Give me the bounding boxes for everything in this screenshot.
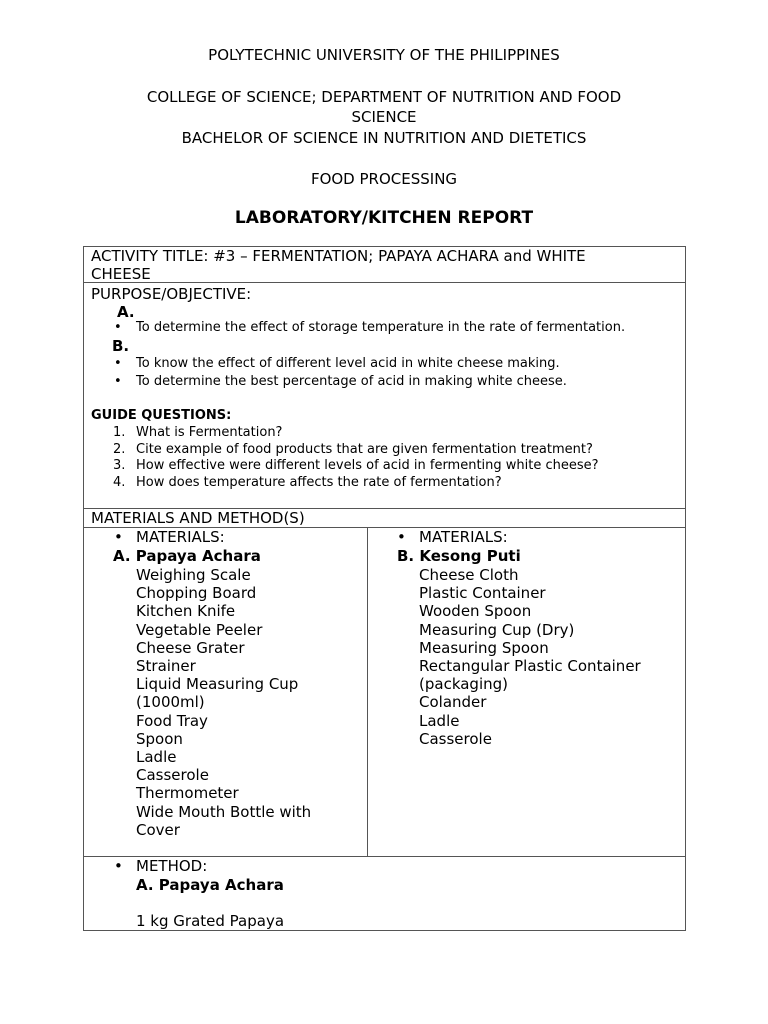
guide-heading: GUIDE QUESTIONS: [91,408,232,423]
material-item: (packaging) [419,675,508,694]
method-cell [83,856,686,931]
college-line-1: COLLEGE OF SCIENCE; DEPARTMENT OF NUTRITION AND FOOD [146,88,622,106]
guide-number: 1. [113,425,126,440]
material-item: Weighing Scale [136,566,251,584]
material-item: Thermometer [136,784,239,803]
materials-list-left [136,566,311,839]
material-item: Spoon [136,729,183,748]
material-item: Liquid Measuring Cup [136,675,299,694]
method-bullet: • METHOD: [136,857,207,875]
material-item: Cheese Cloth [419,566,519,584]
material-item: Wide Mouth Bottle with [136,802,312,821]
material-item: Casserole [136,766,209,785]
materials-list-right [419,566,641,748]
program-name: BACHELOR OF SCIENCE IN NUTRITION AND DIETETICS [181,129,587,147]
material-item: Ladle [419,711,460,730]
purpose-cell [83,282,686,509]
guide-number: 4. [113,475,126,490]
purpose-a-label: A. [117,303,135,321]
material-item: Vegetable Peeler [136,620,263,639]
material-item: Casserole [419,729,492,748]
material-item: Chopping Board [136,584,257,603]
purpose-b-item: • To determine the best percentage of acid in making white cheese. [136,374,567,389]
material-item: Wooden Spoon [419,602,532,621]
material-item: Strainer [136,657,196,676]
material-item: Measuring Cup (Dry) [419,620,575,639]
materials-method-heading: MATERIALS AND METHOD(S) [91,509,305,527]
guide-number: 2. [113,442,126,457]
activity-title-line-1: ACTIVITY TITLE: #3 – FERMENTATION; PAPAYA ACHARA and WHITE [91,247,586,265]
guide-question: How effective were different levels of acid in fermenting white cheese? [136,458,599,473]
purpose-heading: PURPOSE/OBJECTIVE: [91,285,252,303]
university-name: POLYTECHNIC UNIVERSITY OF THE PHILIPPINES [208,46,560,64]
activity-title-cell [83,246,686,283]
guide-question: What is Fermentation? [136,425,283,440]
report-title: LABORATORY/KITCHEN REPORT [234,208,534,228]
material-item: Colander [419,693,487,712]
guide-number: 3. [113,458,126,473]
material-item: Cheese Grater [136,638,245,657]
method-subhead: A. Papaya Achara [136,876,284,894]
material-item: (1000ml) [136,693,205,712]
materials-subhead-left: A. Papaya Achara [113,547,261,565]
materials-left-cell [83,527,368,857]
material-item: Ladle [136,748,177,767]
course-name: FOOD PROCESSING [310,170,458,188]
material-item: Rectangular Plastic Container [419,657,641,676]
material-item: Plastic Container [419,584,546,603]
method-first-item: 1 kg Grated Papaya [136,912,285,930]
material-item: Food Tray [136,711,208,730]
activity-title-line-2: CHEESE [91,265,151,283]
materials-right-cell [367,527,686,857]
materials-bullet-right: • MATERIALS: [419,528,508,546]
materials-subhead-right: B. Kesong Puti [397,547,521,565]
materials-bullet-left: • MATERIALS: [136,528,225,546]
guide-question: How does temperature affects the rate of fermentation? [136,475,502,490]
purpose-b-item: • To know the effect of different level acid in white cheese making. [136,356,560,371]
purpose-b-label: B. [112,337,130,355]
material-item: Measuring Spoon [419,638,549,657]
material-item: Cover [136,820,180,839]
material-item: Kitchen Knife [136,602,236,621]
materials-method-heading-cell [83,508,686,528]
guide-question: Cite example of food products that are given fermentation treatment? [136,442,593,457]
purpose-a-item: • To determine the effect of storage temperature in the rate of fermentation. [136,320,625,335]
college-line-2: SCIENCE [351,108,417,126]
